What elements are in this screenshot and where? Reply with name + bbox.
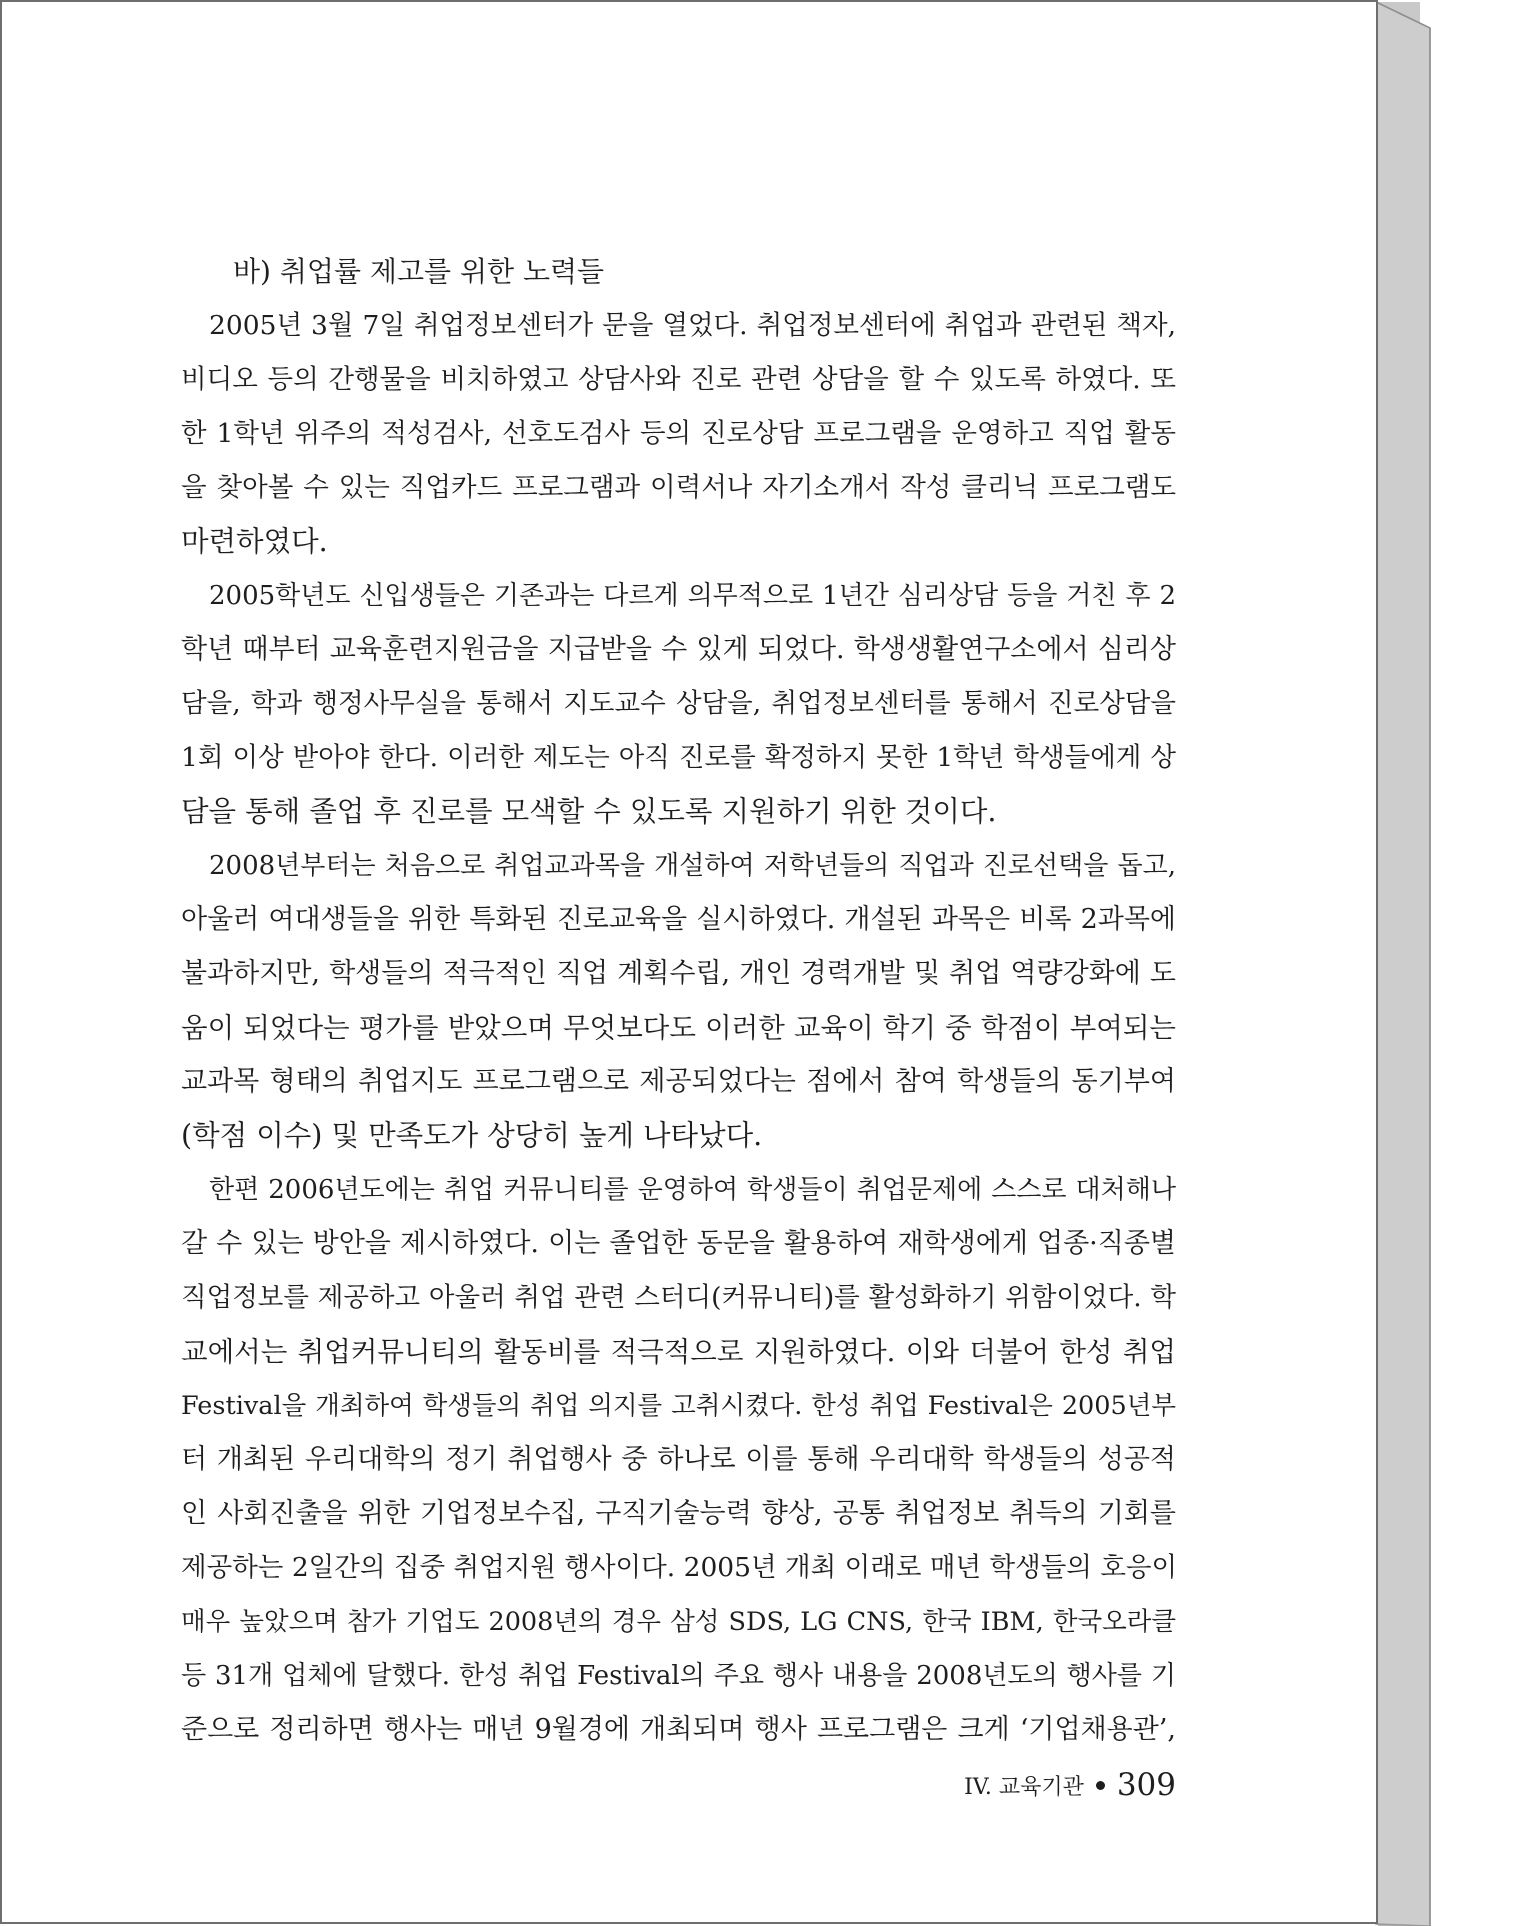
text-line: 갈 수 있는 방안을 제시하였다. 이는 졸업한 동문을 활용하여 재학생에게 업종·직종별 [181, 1228, 1176, 1259]
footer-section-title: IV. 교육기관 [964, 1774, 1084, 1800]
section-heading: 바) 취업률 제고를 위한 노력들 [233, 255, 605, 288]
text-line: 매우 높았으며 참가 기업도 2008년의 경우 삼성 SDS, LG CNS, 한국 IBM, 한국오라클 [181, 1607, 1176, 1637]
page-footer [940, 1763, 1176, 1807]
page-stack-face [1376, 2, 1430, 1926]
text-line: 한편 2006년도에는 취업 커뮤니티를 운영하여 학생들이 취업문제에 스스로 대처해나 [209, 1175, 1176, 1205]
text-line: 준으로 정리하면 행사는 매년 9월경에 개최되며 행사 프로그램은 크게 ‘기업채용관’, [181, 1714, 1176, 1745]
text-line: 터 개최된 우리대학의 정기 취업행사 중 하나로 이를 통해 우리대학 학생들의 성공적 [181, 1444, 1176, 1475]
text-line: 학년 때부터 교육훈련지원금을 지급받을 수 있게 되었다. 학생생활연구소에서 심리상 [181, 634, 1176, 665]
paragraph-3 [181, 842, 1176, 1160]
text-line: 아울러 여대생들을 위한 특화된 진로교육을 실시하였다. 개설된 과목은 비록 2과목에 [181, 904, 1176, 935]
text-line: 마련하였다. [181, 525, 328, 558]
paragraph-4 [181, 1166, 1176, 1754]
text-line: 직업정보를 제공하고 아울러 취업 관련 스터디(커뮤니티)를 활성화하기 위함이었다. 학 [181, 1282, 1176, 1313]
text-line: 등 31개 업체에 달했다. 한성 취업 Festival의 주요 행사 내용을 2008년도의 행사를 기 [181, 1661, 1176, 1691]
text-line: 불과하지만, 학생들의 적극적인 직업 계획수립, 개인 경력개발 및 취업 역량강화에 도 [181, 958, 1176, 989]
text-line: Festival을 개최하여 학생들의 취업 의지를 고취시켰다. 한성 취업 Festival은 2005년부 [181, 1391, 1176, 1421]
paragraph-2 [181, 572, 1176, 836]
text-line: 교에서는 취업커뮤니티의 활동비를 적극적으로 지원하였다. 이와 더불어 한성 취업 [181, 1336, 1176, 1368]
text-line: 인 사회진출을 위한 기업정보수집, 구직기술능력 향상, 공통 취업정보 취득의 기회를 [181, 1498, 1176, 1529]
bullet-icon [1096, 1781, 1105, 1790]
paragraph-1 [181, 302, 1176, 566]
text-line: 한 1학년 위주의 적성검사, 선호도검사 등의 진로상담 프로그램을 운영하고 직업 활동 [181, 418, 1176, 449]
text-line: 움이 되었다는 평가를 받았으며 무엇보다도 이러한 교육이 학기 중 학점이 부여되는 [181, 1012, 1176, 1044]
text-line: 담을, 학과 행정사무실을 통해서 지도교수 상담을, 취업정보센터를 통해서 진로상담을 [181, 688, 1176, 719]
text-line: 2008년부터는 처음으로 취업교과목을 개설하여 저학년들의 직업과 진로선택을 돕고, [209, 851, 1176, 881]
text-line: 을 찾아볼 수 있는 직업카드 프로그램과 이력서나 자기소개서 작성 클리닉 프로그램도 [181, 472, 1176, 503]
text-line: 2005년 3월 7일 취업정보센터가 문을 열었다. 취업정보센터에 취업과 관련된 책자, [209, 310, 1176, 341]
text-line: 2005학년도 신입생들은 기존과는 다르게 의무적으로 1년간 심리상담 등을 거친 후 2 [209, 581, 1176, 611]
text-line: (학점 이수) 및 만족도가 상당히 높게 나타났다. [181, 1119, 763, 1152]
page-number: 309 [1116, 1767, 1176, 1803]
text-line: 1회 이상 받아야 한다. 이러한 제도는 아직 진로를 확정하지 못한 1학년 학생들에게 상 [181, 742, 1176, 773]
text-line: 교과목 형태의 취업지도 프로그램으로 제공되었다는 점에서 참여 학생들의 동기부여 [181, 1066, 1176, 1097]
page-body [181, 248, 1176, 1760]
text-line: 제공하는 2일간의 집중 취업지원 행사이다. 2005년 개최 이래로 매년 학생들의 호응이 [181, 1552, 1178, 1583]
text-line: 비디오 등의 간행물을 비치하였고 상담사와 진로 관련 상담을 할 수 있도록 하였다. 또 [181, 364, 1176, 395]
text-line: 담을 통해 졸업 후 진로를 모색할 수 있도록 지원하기 위한 것이다. [181, 795, 997, 828]
